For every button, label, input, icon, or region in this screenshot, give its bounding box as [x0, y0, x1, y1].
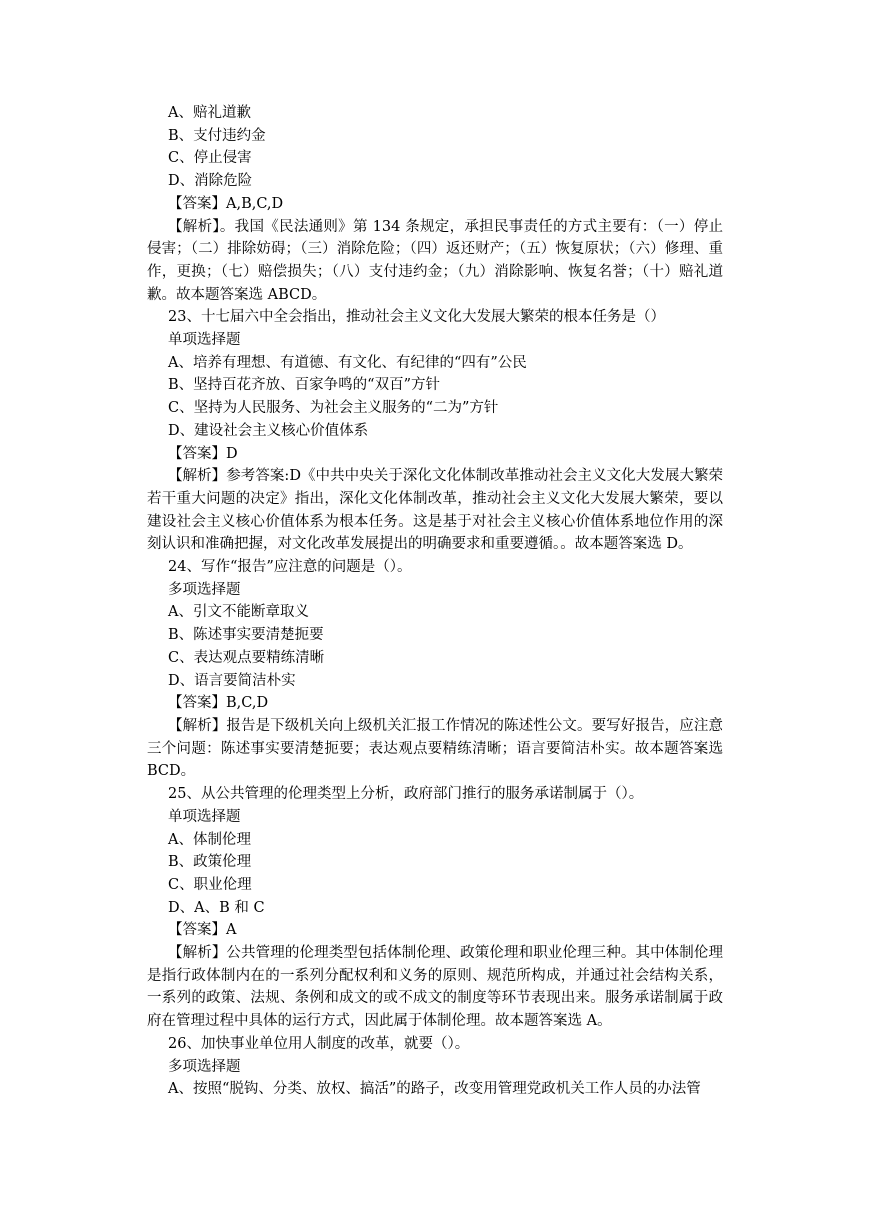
option-a: A、按照“脱钩、分类、放权、搞活”的路子，改变用管理党政机关工作人员的办法管: [168, 1081, 701, 1098]
question-25: [147, 783, 723, 1033]
answer: 【答案】B,C,D: [168, 695, 269, 712]
question-23: [147, 306, 723, 556]
question-type: 单项选择题: [168, 808, 241, 825]
question-26: [147, 1033, 723, 1101]
option-a: A、体制伦理: [168, 831, 251, 848]
option-d: D、A、B 和 C: [168, 899, 265, 916]
answer: 【答案】A,B,C,D: [168, 195, 284, 212]
question-22: [147, 102, 723, 306]
question-text: 26、加快事业单位用人制度的改革，就要（）。: [168, 1035, 470, 1052]
option-a: A、培养有理想、有道德、有文化、有纪律的“四有”公民: [168, 354, 527, 371]
question-24: [147, 556, 723, 783]
option-c: C、表达观点要精练清晰: [168, 649, 325, 666]
question-type: 多项选择题: [168, 581, 241, 598]
explanation: 【解析】公共管理的伦理类型包括体制伦理、政策伦理和职业伦理三种。其中体制伦理是指行政体制内在的一系列分配权利和义务的原则、规范所构成，并通过社会结构关系，一系列的政策、法规、条例和成文的或不成文的制度等环节表现出来。服务承诺制属于政府在管理过程中具体的运行方式，因此属于体制伦理。故本题答案选 A。: [147, 945, 723, 1030]
explanation: 【解析】。我国《民法通则》第 134 条规定，承担民事责任的方式主要有：（一）停止侵害；（二）排除妨碍；（三）消除危险；（四）返还财产；（五）恢复原状；（六）修理、重作，更换；（七）赔偿损失；（八）支付违约金；（九）消除影响、恢复名誉；（十）赔礼道歉。故本题答案选 ABCD。: [147, 218, 723, 303]
option-c: C、坚持为人民服务、为社会主义服务的“二为”方针: [168, 400, 499, 417]
option-c: C、停止侵害: [168, 150, 252, 167]
explanation: 【解析】参考答案:D《中共中央关于深化文化体制改革推动社会主义文化大发展大繁荣若干重大问题的决定》指出，深化文化体制改革，推动社会主义文化大发展大繁荣，要以建设社会主义核心价值体系为根本任务。这是基于对社会主义核心价值体系地位作用的深刻认识和准确把握，对文化改革发展提出的明确要求和重要遵循。。故本题答案选 D。: [147, 468, 723, 553]
question-type: 多项选择题: [168, 1058, 241, 1075]
option-b: B、政策伦理: [168, 854, 252, 871]
option-b: B、陈述事实要清楚扼要: [168, 627, 324, 644]
option-d: D、消除危险: [168, 173, 253, 190]
document-page: [147, 102, 723, 1101]
question-text: 25、从公共管理的伦理类型上分析，政府部门推行的服务承诺制属于（）。: [168, 786, 644, 803]
option-a: A、赔礼道歉: [168, 105, 251, 121]
option-d: D、语言要简洁朴实: [168, 672, 296, 689]
option-b: B、坚持百花齐放、百家争鸣的“双百”方针: [168, 377, 440, 394]
question-text: 24、写作“报告”应注意的问题是（）。: [168, 559, 412, 576]
option-b: B、支付违约金: [168, 127, 266, 144]
answer: 【答案】D: [168, 445, 238, 462]
option-c: C、职业伦理: [168, 876, 252, 893]
question-text: 23、十七届六中全会指出，推动社会主义文化大发展大繁荣的根本任务是（）: [168, 309, 665, 326]
option-d: D、建设社会主义核心价值体系: [168, 422, 369, 439]
answer: 【答案】A: [168, 922, 237, 939]
option-a: A、引文不能断章取义: [168, 604, 309, 621]
question-type: 单项选择题: [168, 332, 241, 349]
explanation: 【解析】报告是下级机关向上级机关汇报工作情况的陈述性公文。要写好报告，应注意三个问题：陈述事实要清楚扼要；表达观点要精练清晰；语言要简洁朴实。故本题答案选 BCD。: [147, 717, 723, 780]
